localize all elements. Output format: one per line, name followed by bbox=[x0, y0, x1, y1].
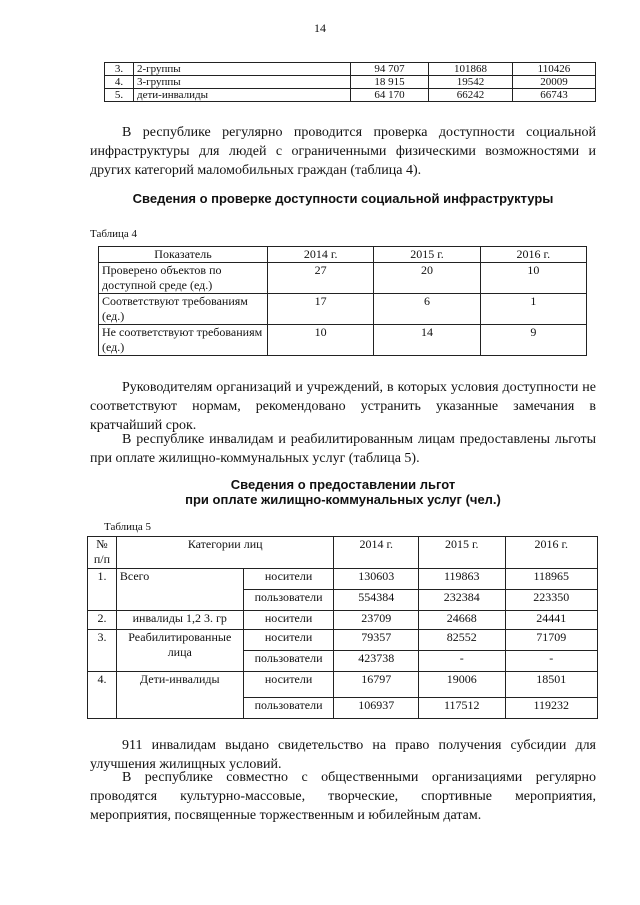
table5-caption: Таблица 5 bbox=[104, 521, 152, 533]
table-row: пользователи 423738 - - bbox=[88, 651, 598, 672]
table-row: 3. Реабилитированные лица носители 79357 82552 71709 bbox=[88, 630, 598, 651]
table-row: 4. 3-группы 18 915 19542 20009 bbox=[105, 76, 596, 89]
page-number: 14 bbox=[314, 21, 326, 35]
heading-benefits: Сведения о предоставлении льгот при оплате жилищно-коммунальных услуг (чел.) bbox=[185, 477, 501, 507]
continued-table bbox=[104, 62, 596, 102]
table-row: пользователи 106937 117512 119232 bbox=[88, 698, 598, 719]
table-row: Не соответствуют требованиям (ед.) 10 14 9 bbox=[99, 325, 587, 356]
paragraph-accessibility: В республике регулярно проводится проверка доступности социальной инфраструктуры для людей с ограниченными физическими возможностями и других категорий маломобильных граждан (таблица 4). bbox=[90, 125, 596, 178]
table-row: 5. дети-инвалиды 64 170 66242 66743 bbox=[105, 89, 596, 102]
heading-accessibility: Сведения о проверке доступности социальной инфраструктуры bbox=[132, 191, 554, 206]
table-row: пользователи 554384 232384 223350 bbox=[88, 590, 598, 611]
table-row: 2. инвалиды 1,2 3. гр носители 23709 24668 24441 bbox=[88, 611, 598, 630]
paragraph-events: В республике совместно с общественными организациями регулярно проводятся культурно-массовые, творческие, спортивные мероприятия, мероприятия, посвященные торжественным и юбилейным датам. bbox=[90, 770, 596, 823]
table-row: 4. Дети-инвалиды носители 16797 19006 18501 bbox=[88, 672, 598, 698]
table4 bbox=[98, 246, 587, 356]
table5 bbox=[87, 536, 598, 719]
table-row: Проверено объектов по доступной среде (ед.) 27 20 10 bbox=[99, 263, 587, 294]
paragraph-recommendation: Руководителям организаций и учреждений, в которых условия доступности не соответствуют нормам, рекомендовано устранить указанные замечания в кратчайший срок. bbox=[90, 380, 596, 433]
paragraph-benefits: В республике инвалидам и реабилитированным лицам предоставлены льготы при оплате жилищно-коммунальных услуг (таблица 5). bbox=[90, 432, 596, 466]
table-row: 3. 2-группы 94 707 101868 110426 bbox=[105, 63, 596, 76]
table-row: Соответствуют требованиям (ед.) 17 6 1 bbox=[99, 294, 587, 325]
table4-caption: Таблица 4 bbox=[90, 228, 138, 240]
table-row: 1. Всего носители 130603 119863 118965 bbox=[88, 569, 598, 590]
table-header-row: Показатель 2014 г. 2015 г. 2016 г. bbox=[99, 247, 587, 263]
table-header-row: № п/п Категории лиц 2014 г. 2015 г. 2016 г. bbox=[88, 537, 598, 569]
paragraph-subsidy: 911 инвалидам выдано свидетельство на право получения субсидии для улучшения жилищных условий. bbox=[90, 738, 596, 772]
